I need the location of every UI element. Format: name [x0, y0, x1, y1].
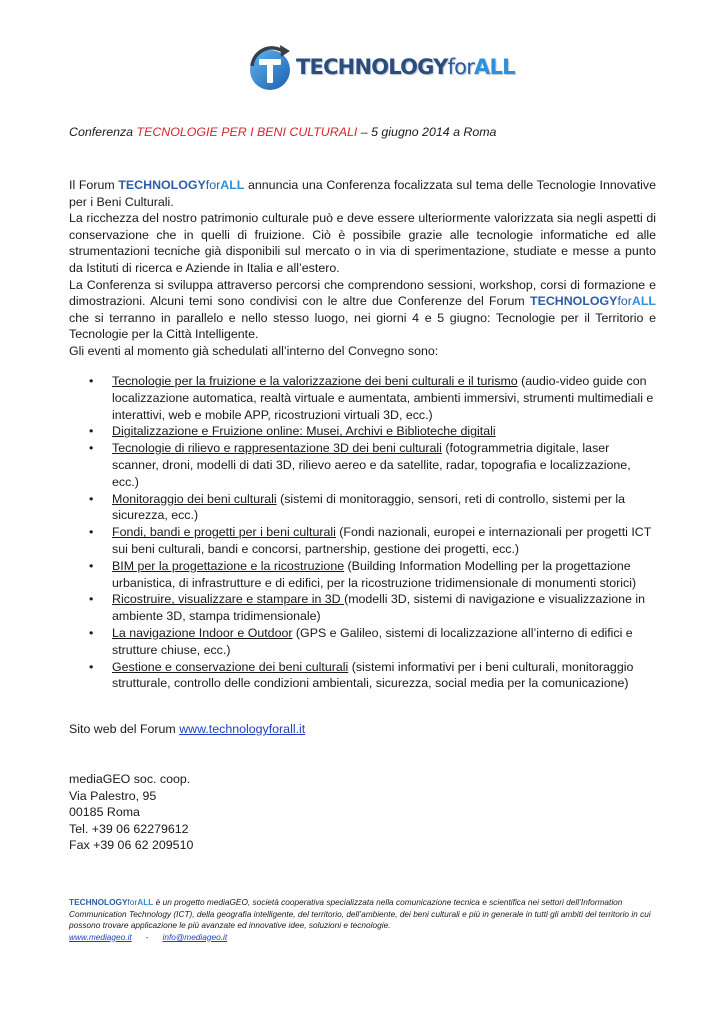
event-title: La navigazione Indoor e Outdoor — [112, 625, 293, 640]
footer-links — [69, 932, 659, 944]
title-prefix: Conferenza — [69, 125, 137, 139]
brand-for: for — [617, 294, 632, 309]
footer-description: è un progetto mediaGEO, società cooperativa specializzata nella comunicazione tecnica e scientifica nei settori dell’Information Communication Technology (ICT), della geografia intelligente, del territorio, dell’ambiente, dei beni culturali e più in generale in tutti gli ambiti del territorio in cui possono trovare applicazione le più avanzate ed innovative idee, soluzioni e tecnologie. — [69, 897, 651, 931]
list-item — [69, 440, 659, 490]
brand-for: for — [205, 178, 221, 192]
logo-emblem-icon — [246, 42, 296, 94]
brand-for: for — [127, 897, 138, 907]
intro-text — [69, 177, 656, 360]
p1-after: annuncia una Conferenza focalizzata sul tema delle Tecnologie Innovative per i Beni Culturali. — [69, 178, 656, 209]
bullet-icon: • — [89, 441, 94, 456]
event-title: Gestione e conservazione dei beni culturali — [112, 659, 349, 674]
event-title: Tecnologie per la fruizione e la valorizzazione dei beni culturali e il turismo — [112, 374, 518, 388]
logo-part-technology: TECHNOLOGY — [296, 55, 448, 79]
event-description: (GPS e Galileo, sistemi di localizzazione all’interno di edifici e strutture chiuse, ecc.) — [112, 625, 633, 657]
forum-website-link[interactable]: www.technologyforall.it — [179, 722, 306, 736]
logo-part-all: ALL — [474, 55, 515, 79]
event-description: (sistemi informativi per i beni culturali, monitoraggio strutturale, controllo delle condizioni ambientali, sicurezza, social media per la comunicazione) — [112, 659, 634, 691]
event-description: (sistemi di monitoraggio, sensori, reti di controllo, sistemi per la sicurezza, ecc.) — [112, 491, 626, 523]
event-description: (fotogrammetria digitale, laser scanner, droni, modelli di dati 3D, rilievo aereo e da satellite, radar, topografia e localizzazione, ecc.) — [112, 441, 631, 489]
website-label: Sito web del Forum — [69, 722, 180, 736]
event-description: (audio-video guide con localizzazione automatica, realtà virtuale e aumentata, ambienti immersivi, strumenti multimediali e interattivi, web e mobile APP, ricostruzioni virtuali 3D, ecc.) — [112, 374, 654, 422]
bullet-icon: • — [89, 558, 94, 573]
list-item — [69, 373, 659, 423]
bullet-icon: • — [89, 424, 94, 439]
list-item — [69, 558, 659, 592]
bullet-icon: • — [89, 592, 94, 607]
p3-before: La Conferenza si sviluppa attraverso percorsi che comprendono sessioni, workshop, corsi di formazione e dimostrazioni. Alcuni temi sono condivisi con le altre due Conferenze del Forum — [69, 277, 656, 309]
brand-all: ALL — [220, 178, 245, 192]
brand-technology: TECHNOLOGY — [530, 294, 618, 309]
brand-all: ALL — [631, 294, 656, 309]
address-line: 00185 Roma — [69, 805, 140, 819]
list-item — [69, 591, 659, 625]
list-item — [69, 524, 659, 558]
event-title: Digitalizzazione e Fruizione online: Musei, Archivi e Biblioteche digitali — [112, 424, 496, 439]
bullet-icon: • — [89, 491, 94, 506]
event-title: BIM per la progettazione e la ricostruzione — [112, 558, 345, 573]
event-title: Ricostruire, visualizzare e stampare in 3D — [112, 592, 345, 607]
footer-separator: - — [145, 931, 149, 942]
intro-paragraph-4: Gli eventi al momento già schedulati all’interno del Convegno sono: — [69, 343, 439, 358]
intro-paragraph-2: La ricchezza del nostro patrimonio culturale può e deve essere ulteriormente valorizzata sia negli aspetti di conservazione che in quelli di fruizione. Ciò è possibile grazie alle tecnologie informatiche ed alle strumentazioni tecniche già disponibili sul mercato o in via di sperimentazione, studiate e messe a punto da Istituti di ricerca e Aziende in Italia e all’estero. — [69, 211, 656, 275]
title-suffix: – 5 giugno 2014 a Roma — [357, 125, 497, 139]
conference-title — [69, 125, 496, 139]
address-line: mediaGEO soc. coop. — [69, 772, 191, 786]
website-line — [69, 722, 305, 736]
intro-paragraph-1 — [69, 177, 656, 210]
brand-all: ALL — [137, 897, 154, 907]
list-item — [69, 491, 659, 525]
intro-paragraph-3 — [69, 277, 656, 343]
p1-before: Il Forum — [69, 178, 119, 192]
footer-note — [69, 897, 659, 943]
event-list — [69, 373, 659, 692]
p3-after: che si terranno in parallelo e nello stesso luogo, nei giorni 4 e 5 giugno: Tecnologie per il Territorio e Tecnologie per la Città Intelligente. — [69, 310, 656, 342]
event-description: (modelli 3D, sistemi di navigazione e visualizzazione in ambiente 3D, stampa tridimensionale) — [112, 592, 646, 624]
bullet-icon: • — [89, 659, 94, 674]
event-description: (Building Information Modelling per la progettazione urbanistica, di infrastrutture e di edifici, per la ricostruzione tridimensionale di monumenti storici) — [112, 558, 637, 590]
bullet-icon: • — [89, 374, 94, 388]
list-item — [69, 625, 659, 659]
brand-technology: TECHNOLOGY — [69, 897, 128, 907]
bullet-icon: • — [89, 625, 94, 640]
logo-wordmark — [296, 55, 515, 79]
event-title: Fondi, bandi e progetti per i beni culturali — [112, 525, 336, 540]
footer-text — [69, 897, 659, 932]
phone-line: Tel. +39 06 62279612 — [69, 821, 189, 836]
fax-line: Fax +39 06 62 209510 — [69, 838, 194, 852]
contact-address — [69, 771, 193, 854]
list-item — [69, 659, 659, 693]
event-title: Tecnologie di rilievo e rappresentazione 3D dei beni culturali — [112, 441, 442, 456]
mediageo-website-link[interactable]: www.mediageo.it — [69, 931, 132, 942]
event-description: (Fondi nazionali, europei e internazionali per progetti ICT sui beni culturali, bandi e concorsi, partnership, gestione dei progetti, ecc.) — [112, 525, 652, 556]
list-item — [69, 423, 659, 440]
technologyforall-logo — [246, 42, 515, 94]
mediageo-email-link[interactable]: info@mediageo.it — [162, 931, 228, 942]
bullet-icon: • — [89, 525, 94, 540]
address-line: Via Palestro, 95 — [69, 788, 157, 803]
title-highlight: TECNOLOGIE PER I BENI CULTURALI — [136, 125, 358, 139]
brand-technology: TECHNOLOGY — [118, 178, 206, 192]
logo-part-for: for — [447, 55, 475, 79]
event-title: Monitoraggio dei beni culturali — [112, 491, 277, 506]
